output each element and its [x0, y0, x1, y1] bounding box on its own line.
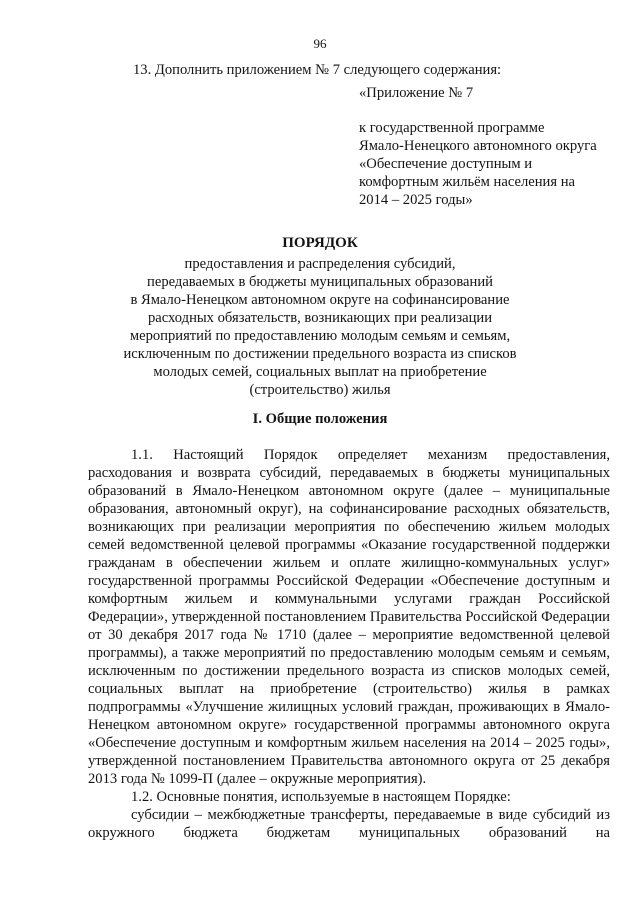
subtitle-line: (строительство) жилья	[249, 382, 391, 398]
document-body	[88, 446, 610, 842]
subtitle-line: исключенным по достижении предельного возраста из списков	[123, 346, 517, 362]
subtitle-line: молодых семей, социальных выплат на приобретение	[153, 364, 487, 380]
paragraph-1-1: 1.1. Настоящий Порядок определяет механизм предоставления, расходования и возврата субсидий, передаваемых в бюджеты муниципальных образований в Ямало-Ненецком автономном округе (далее – муниципальные образования, автономный округ), на софинансирование расходных обязательств, возникающих при реализации мероприятия по обеспечению жильем молодых семей ведомственной целевой программы «Оказание государственной поддержки гражданам в обеспечении жильем и оплате жилищно-коммунальных услуг» государственной программы Российской Федерации «Обеспечение доступным и комфортным жильем и коммунальными услугами граждан Российской Федерации», утвержденной постановлением Правительства Российской Федерации от 30 декабря 2017 года № 1710 (далее – мероприятие ведомственной целевой программы), а также мероприятий по предоставлению молодым семьям и семьям, исключенным по достижении предельного возраста из списков молодых семей, социальных выплат на приобретение (строительство) жилья в рамках подпрограммы «Улучшение жилищных условий граждан, проживающих в Ямало-Ненецком автономном округе» государственной программы автономного округа «Обеспечение доступным и комфортным жильем населения на 2014 – 2025 годы», утвержденной постановлением Правительства автономного округа от 25 декабря 2013 года № 1099-П (далее – окружные мероприятия).	[88, 447, 610, 787]
subtitle-line: в Ямало-Ненецком автономном округе на софинансирование	[130, 292, 510, 308]
paragraph-subsidies-definition: субсидии – межбюджетные трансферты, передаваемые в виде субсидий из окружного бюджета бюджетам муниципальных образований на	[88, 807, 610, 841]
annex-reference	[359, 119, 597, 209]
annex-line: к государственной программе	[359, 120, 545, 136]
amendment-item-13: 13. Дополнить приложением № 7 следующего содержания:	[133, 62, 502, 78]
subtitle-line: предоставления и распределения субсидий,	[184, 256, 456, 272]
document-title: ПОРЯДОК	[282, 235, 358, 251]
section-heading: I. Общие положения	[252, 411, 388, 427]
document-subtitle	[0, 255, 640, 399]
annex-line: комфортным жильём населения на	[359, 174, 575, 190]
annex-line: «Обеспечение доступным и	[359, 156, 533, 172]
page-number: 96	[313, 36, 327, 51]
annex-line: Ямало-Ненецкого автономного округа	[359, 138, 597, 154]
paragraph-1-2: 1.2. Основные понятия, используемые в настоящем Порядке:	[131, 789, 511, 805]
annex-title: «Приложение № 7	[359, 85, 474, 101]
subtitle-line: мероприятий по предоставлению молодым семьям и семьям,	[129, 328, 511, 344]
subtitle-line: передаваемых в бюджеты муниципальных образований	[147, 274, 493, 290]
subtitle-line: расходных обязательств, возникающих при реализации	[147, 310, 493, 326]
annex-line: 2014 – 2025 годы»	[359, 192, 473, 208]
